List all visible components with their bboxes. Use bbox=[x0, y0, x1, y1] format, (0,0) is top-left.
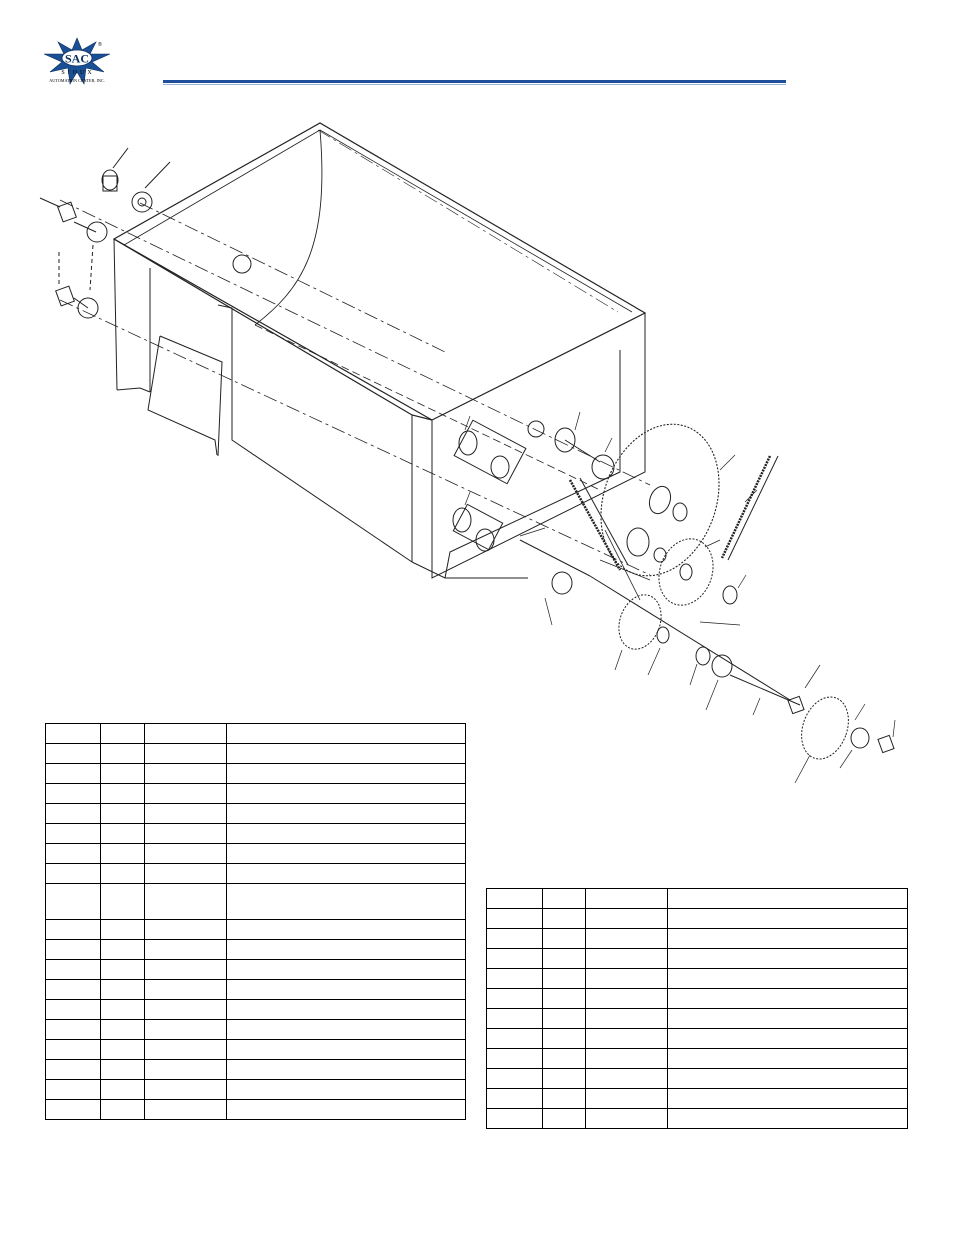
table-cell bbox=[668, 1069, 908, 1089]
table-cell bbox=[586, 969, 668, 989]
table-cell bbox=[668, 1049, 908, 1069]
table-cell bbox=[543, 969, 586, 989]
table-cell bbox=[586, 889, 668, 909]
table-cell bbox=[101, 764, 145, 784]
table-cell bbox=[145, 1040, 227, 1060]
table-row bbox=[487, 1009, 908, 1029]
table-cell bbox=[101, 960, 145, 980]
table-cell bbox=[668, 1009, 908, 1029]
table-cell bbox=[586, 1029, 668, 1049]
table-cell bbox=[145, 744, 227, 764]
table-cell bbox=[543, 909, 586, 929]
table-cell bbox=[227, 744, 466, 764]
table-cell bbox=[668, 989, 908, 1009]
table-cell bbox=[543, 1089, 586, 1109]
table-cell bbox=[46, 844, 101, 864]
table-cell bbox=[145, 960, 227, 980]
table-cell bbox=[227, 864, 466, 884]
table-row bbox=[487, 889, 908, 909]
table-cell bbox=[227, 1040, 466, 1060]
table-cell bbox=[101, 1000, 145, 1020]
table-cell bbox=[487, 889, 543, 909]
table-cell bbox=[101, 884, 145, 920]
table-cell bbox=[668, 969, 908, 989]
table-cell bbox=[145, 784, 227, 804]
small-sprocket bbox=[612, 589, 669, 655]
logo-registered-mark: ® bbox=[98, 42, 102, 48]
table-row bbox=[487, 1109, 908, 1129]
callout-leaders bbox=[465, 412, 895, 783]
table-cell bbox=[543, 929, 586, 949]
table-cell bbox=[586, 1109, 668, 1129]
table-row bbox=[487, 929, 908, 949]
table-cell bbox=[145, 1000, 227, 1020]
table-row bbox=[46, 1060, 466, 1080]
table-cell bbox=[543, 889, 586, 909]
table-cell bbox=[668, 1029, 908, 1049]
table-cell bbox=[46, 804, 101, 824]
table-row bbox=[46, 804, 466, 824]
table-cell bbox=[487, 1069, 543, 1089]
table-cell bbox=[145, 764, 227, 784]
header-rule bbox=[163, 80, 786, 83]
logo-text: SAC bbox=[64, 51, 90, 66]
table-row bbox=[46, 884, 466, 920]
table-cell bbox=[46, 884, 101, 920]
table-row bbox=[487, 1049, 908, 1069]
table-row bbox=[46, 864, 466, 884]
table-cell bbox=[487, 989, 543, 1009]
table-row bbox=[487, 909, 908, 929]
table-cell bbox=[46, 1000, 101, 1020]
table-cell bbox=[227, 1100, 466, 1120]
end-sprocket bbox=[788, 690, 894, 765]
table-row bbox=[46, 920, 466, 940]
table-cell bbox=[145, 1100, 227, 1120]
table-cell bbox=[145, 940, 227, 960]
table-cell bbox=[668, 929, 908, 949]
table-cell bbox=[668, 889, 908, 909]
table-cell bbox=[101, 1020, 145, 1040]
table-cell bbox=[145, 1060, 227, 1080]
table-cell bbox=[487, 929, 543, 949]
table-row bbox=[487, 949, 908, 969]
table-cell bbox=[101, 744, 145, 764]
table-cell bbox=[227, 764, 466, 784]
table-cell bbox=[586, 1009, 668, 1029]
table-cell bbox=[227, 724, 466, 744]
table-row bbox=[487, 989, 908, 1009]
table-row bbox=[46, 1000, 466, 1020]
large-sprocket bbox=[581, 408, 740, 593]
table-cell bbox=[487, 949, 543, 969]
table-cell bbox=[101, 804, 145, 824]
exploded-assembly-drawing bbox=[0, 100, 954, 800]
table-cell bbox=[46, 1060, 101, 1080]
table-cell bbox=[46, 1100, 101, 1120]
table-row bbox=[487, 1069, 908, 1089]
table-cell bbox=[543, 989, 586, 1009]
table-row bbox=[46, 1080, 466, 1100]
table-cell bbox=[586, 949, 668, 969]
table-cell bbox=[227, 824, 466, 844]
table-row bbox=[46, 1020, 466, 1040]
table-cell bbox=[101, 980, 145, 1000]
table-cell bbox=[46, 920, 101, 940]
table-cell bbox=[487, 1029, 543, 1049]
table-row bbox=[487, 1029, 908, 1049]
table-cell bbox=[487, 1049, 543, 1069]
table-row bbox=[46, 724, 466, 744]
table-cell bbox=[543, 949, 586, 969]
table-row bbox=[46, 960, 466, 980]
table-cell bbox=[227, 960, 466, 980]
table-cell bbox=[145, 724, 227, 744]
table-cell bbox=[145, 1020, 227, 1040]
table-cell bbox=[145, 864, 227, 884]
table-cell bbox=[668, 949, 908, 969]
table-cell bbox=[227, 784, 466, 804]
table-cell bbox=[227, 1060, 466, 1080]
parts-table-left bbox=[45, 723, 466, 1120]
table-cell bbox=[543, 1009, 586, 1029]
table-cell bbox=[668, 909, 908, 929]
table-cell bbox=[46, 864, 101, 884]
header-rule-light bbox=[163, 84, 786, 85]
table-cell bbox=[101, 940, 145, 960]
medium-sprocket bbox=[627, 528, 722, 613]
mixer-hopper-body bbox=[60, 123, 650, 578]
table-cell bbox=[101, 1100, 145, 1120]
parts-table-right bbox=[486, 888, 908, 1129]
table-cell bbox=[145, 844, 227, 864]
table-cell bbox=[543, 1049, 586, 1069]
table-cell bbox=[586, 1069, 668, 1089]
table-row bbox=[487, 1089, 908, 1109]
table-cell bbox=[543, 1029, 586, 1049]
table-cell bbox=[101, 1040, 145, 1060]
table-cell bbox=[586, 929, 668, 949]
table-cell bbox=[487, 969, 543, 989]
table-cell bbox=[101, 784, 145, 804]
table-row bbox=[46, 980, 466, 1000]
table-cell bbox=[586, 1089, 668, 1109]
table-cell bbox=[543, 1069, 586, 1089]
table-cell bbox=[543, 1109, 586, 1129]
table-cell bbox=[46, 980, 101, 1000]
table-cell bbox=[586, 909, 668, 929]
table-cell bbox=[227, 1080, 466, 1100]
table-cell bbox=[227, 1020, 466, 1040]
table-cell bbox=[227, 980, 466, 1000]
table-cell bbox=[145, 884, 227, 920]
table-cell bbox=[227, 940, 466, 960]
table-cell bbox=[145, 920, 227, 940]
table-cell bbox=[227, 920, 466, 940]
table-cell bbox=[46, 824, 101, 844]
table-cell bbox=[101, 920, 145, 940]
table-cell bbox=[46, 784, 101, 804]
table-cell bbox=[586, 989, 668, 1009]
table-row bbox=[46, 824, 466, 844]
table-row bbox=[46, 764, 466, 784]
table-cell bbox=[46, 1020, 101, 1040]
table-cell bbox=[46, 764, 101, 784]
table-cell bbox=[101, 844, 145, 864]
table-row bbox=[46, 1100, 466, 1120]
table-row bbox=[46, 784, 466, 804]
table-cell bbox=[46, 1080, 101, 1100]
table-row bbox=[46, 844, 466, 864]
table-cell bbox=[101, 1080, 145, 1100]
table-cell bbox=[487, 1109, 543, 1129]
table-cell bbox=[487, 1089, 543, 1109]
table-cell bbox=[46, 960, 101, 980]
table-cell bbox=[46, 744, 101, 764]
table-cell bbox=[46, 940, 101, 960]
table-cell bbox=[101, 1060, 145, 1080]
table-cell bbox=[145, 1080, 227, 1100]
table-row bbox=[46, 940, 466, 960]
table-cell bbox=[227, 1000, 466, 1020]
table-cell bbox=[101, 824, 145, 844]
table-cell bbox=[145, 824, 227, 844]
table-cell bbox=[145, 980, 227, 1000]
table-cell bbox=[145, 804, 227, 824]
table-cell bbox=[46, 1040, 101, 1060]
drive-chains bbox=[570, 456, 778, 604]
table-cell bbox=[227, 844, 466, 864]
table-cell bbox=[668, 1089, 908, 1109]
table-cell bbox=[101, 724, 145, 744]
table-cell bbox=[46, 724, 101, 744]
table-row bbox=[46, 1040, 466, 1060]
table-cell bbox=[487, 1009, 543, 1029]
table-row bbox=[46, 744, 466, 764]
table-cell bbox=[227, 884, 466, 920]
table-cell bbox=[586, 1049, 668, 1069]
logo-company-text: AUTOMATION CENTER, INC. bbox=[49, 78, 105, 83]
table-cell bbox=[487, 909, 543, 929]
table-cell bbox=[101, 864, 145, 884]
table-row bbox=[487, 969, 908, 989]
table-cell bbox=[668, 1109, 908, 1129]
table-cell bbox=[227, 804, 466, 824]
logo-sioux-text: SIOUX bbox=[61, 70, 95, 76]
